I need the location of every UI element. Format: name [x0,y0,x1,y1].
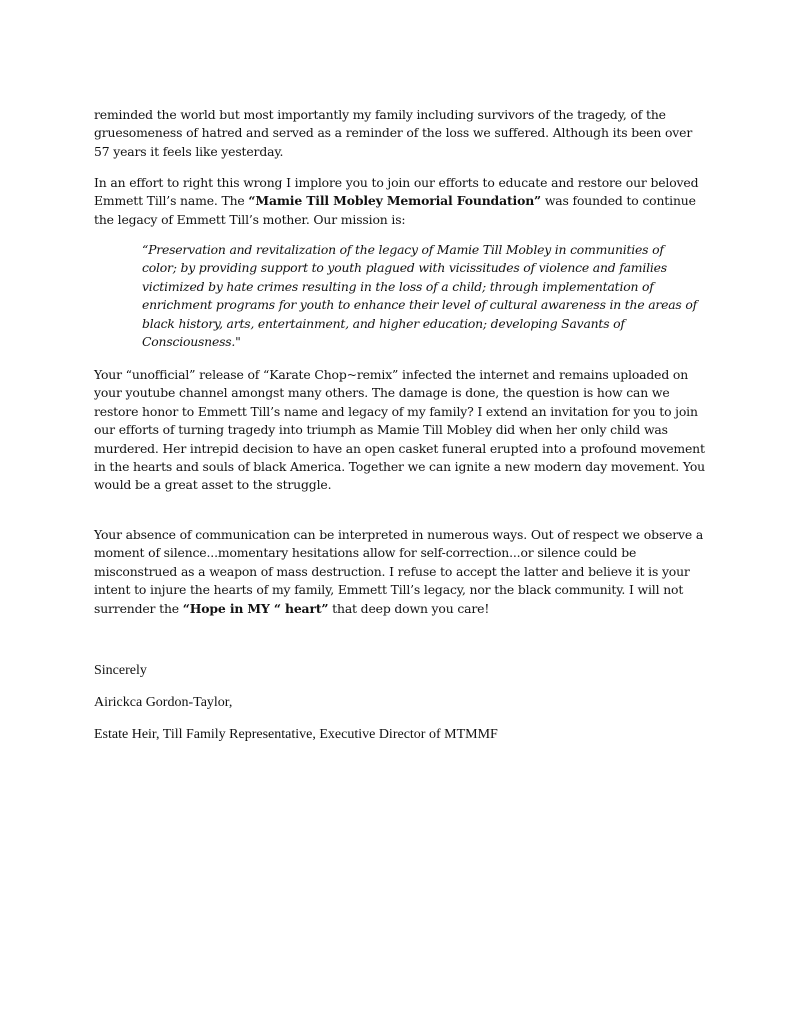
paragraph-silence [94,526,708,618]
paragraph-history-text: reminded the world but most importantly my family including survivors of the tragedy, of the gruesomeness of hatred and served as a reminder of the loss we suffered. Although its been over 57 years it feels like yesterday. [94,107,693,159]
paragraph-history [94,106,708,161]
paragraph-remix [94,366,708,495]
closing-salutation: Sincerely [94,663,147,678]
paragraph-foundation-text-start: In an effort to right this wrong I implore you to join our efforts to educate and restore our beloved Emmett Till’s name. The [94,175,699,209]
mission-statement-text: “Preservation and revitalization of the legacy of Mamie Till Mobley in communities of color; by providing support to youth plagued with vicissitudes of violence and families victimized by hate crimes resulting in the loss of a child; through implementation of enrichment programs for youth to enhance their level of cultural awareness in the areas of black history, arts, entertainment, and higher education; developing Savants of Consciousness." [142,242,697,350]
signer-title: Estate Heir, Till Family Representative, Executive Director of MTMMF [94,727,498,742]
paragraph-silence-text-end: that deep down you care! [328,600,490,616]
signer-name: Airickca Gordon-Taylor, [94,695,233,710]
paragraph-foundation [94,174,708,229]
foundation-name: “Mamie Till Mobley Memorial Foundation” [248,193,542,209]
paragraph-silence-text-start: Your absence of communication can be interpreted in numerous ways. Out of respect we observe a moment of silence...momentary hesitations allow for self-correction...or silence could be misconstrued as a weapon of mass destruction. I refuse to accept the latter and believe it is your intent to injure the hearts of my family, Emmett Till’s legacy, nor the black community. I will not surrender the [94,527,704,616]
hope-phrase: “Hope in MY “ heart” [182,600,329,616]
mission-statement-quote [142,241,702,351]
paragraph-foundation-text-end: was founded to continue the legacy of Emmett Till’s mother. Our mission is: [94,193,696,227]
paragraph-remix-text: Your “unofficial” release of “Karate Chop~remix” infected the internet and remains uploaded on your youtube channel amongst many others. The damage is done, the question is how can we restore honor to Emmett Till’s name and legacy of my family? I extend an invitation for you to join our efforts of turning tragedy into triumph as Mamie Till Mobley did when her only child was murdered. Her intrepid decision to have an open casket funeral erupted into a profound movement in the hearts and souls of black America. Together we can ignite a new modern day movement. You would be a great asset to the struggle. [94,367,705,493]
